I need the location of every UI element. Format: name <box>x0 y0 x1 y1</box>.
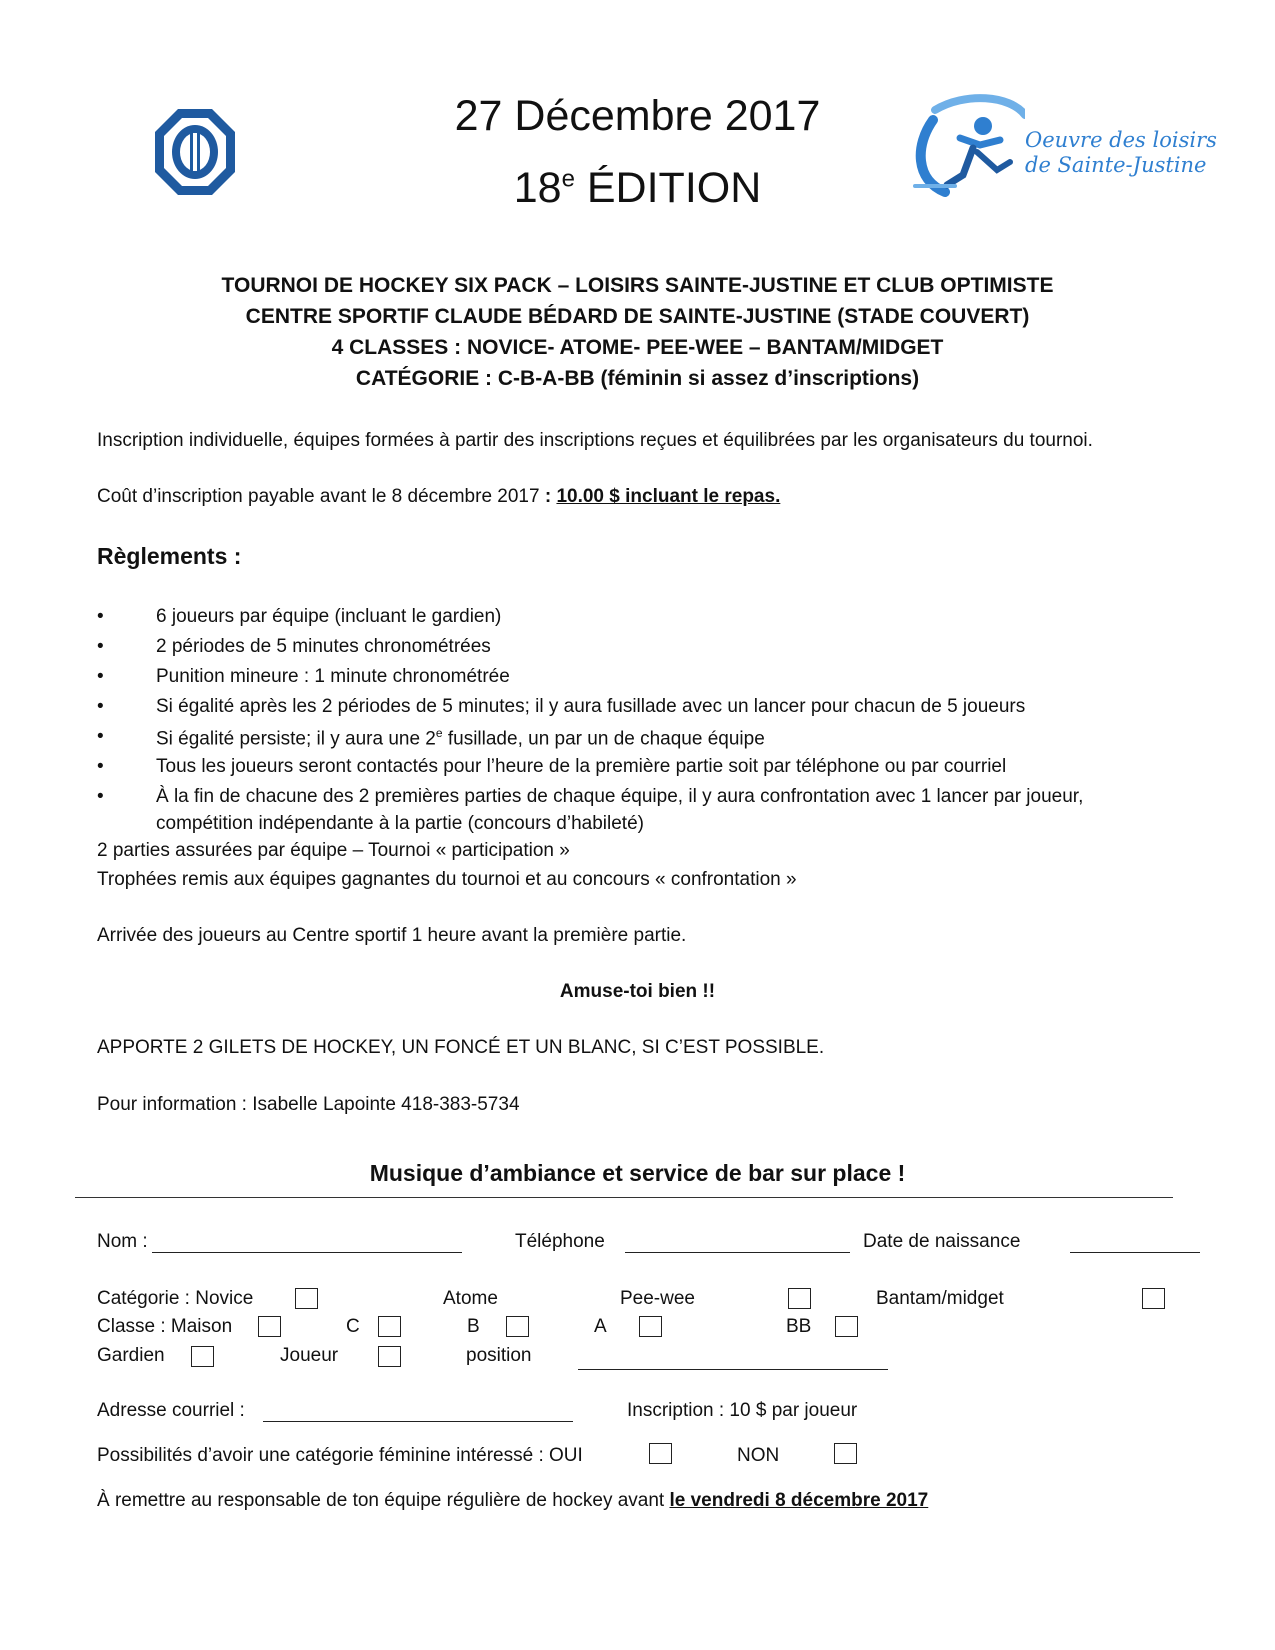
gardien-checkbox[interactable] <box>191 1346 214 1367</box>
bb-label: BB <box>786 1316 812 1337</box>
peewee-checkbox[interactable] <box>788 1288 811 1309</box>
courriel-field[interactable] <box>263 1421 573 1422</box>
remettre-text <box>97 1490 928 1512</box>
bullet-icon: • <box>97 636 104 657</box>
c-label: C <box>346 1316 360 1337</box>
edition-word: ÉDITION <box>586 164 762 212</box>
bullet-icon: • <box>97 606 104 627</box>
title-line-4: CATÉGORIE : C-B-A-BB (féminin si assez d’inscriptions) <box>355 367 920 390</box>
categorie-label: Catégorie : Novice <box>97 1288 254 1309</box>
arrival-text: Arrivée des joueurs au Centre sportif 1 heure avant la première partie. <box>97 925 687 946</box>
rule-item-continuation: compétition indépendante à la partie (concours d’habileté) <box>156 813 644 834</box>
remettre-date: le vendredi 8 décembre 2017 <box>669 1490 929 1511</box>
rules-extra-2: Trophées remis aux équipes gagnantes du tournoi et au concours « confrontation » <box>97 869 797 890</box>
classe-label: Classe : Maison <box>97 1316 233 1337</box>
joueur-label: Joueur <box>280 1345 339 1366</box>
non-checkbox[interactable] <box>834 1443 857 1464</box>
section-divider <box>75 1197 1173 1198</box>
cost-colon: : <box>544 486 557 507</box>
atome-label: Atome <box>443 1288 498 1309</box>
gardien-label: Gardien <box>97 1345 165 1366</box>
inscription-fee: Inscription : 10 $ par joueur <box>627 1400 858 1421</box>
telephone-field[interactable] <box>625 1252 850 1253</box>
rules-extra-1: 2 parties assurées par équipe – Tournoi « participation » <box>97 840 570 861</box>
dob-label: Date de naissance <box>863 1231 1021 1252</box>
music-text: Musique d’ambiance et service de bar sur place ! <box>369 1160 906 1186</box>
cost-amount: 10.00 $ incluant le repas. <box>556 486 781 507</box>
bullet-icon: • <box>97 696 104 717</box>
rule-text: À la fin de chacune des 2 premières parties de chaque équipe, il y aura confrontation avec 1 lancer par joueur, <box>156 786 1084 807</box>
a-checkbox[interactable] <box>639 1316 662 1337</box>
bb-checkbox[interactable] <box>835 1316 858 1337</box>
cost-prefix: Coût d’inscription payable avant le 8 décembre 2017 <box>97 486 545 507</box>
maison-checkbox[interactable] <box>258 1316 281 1337</box>
oui-checkbox[interactable] <box>649 1443 672 1464</box>
rule-text: Si égalité après les 2 périodes de 5 minutes; il y aura fusillade avec un lancer pour chacun de 5 joueurs <box>156 696 1026 717</box>
rule-text: 2 périodes de 5 minutes chronométrées <box>156 636 491 657</box>
rule5-a: Si égalité persiste; il y aura une 2 <box>156 728 436 750</box>
courriel-label: Adresse courriel : <box>97 1400 245 1421</box>
title-line-3: 4 CLASSES : NOVICE- ATOME- PEE-WEE – BANTAM/MIDGET <box>331 336 944 359</box>
loisirs-logo-line2: de Sainte-Justine <box>1025 153 1207 177</box>
a-label: A <box>594 1316 607 1337</box>
rule-text: Tous les joueurs seront contactés pour l’heure de la première partie soit par téléphone ou par courriel <box>156 756 1007 777</box>
nom-label: Nom : <box>97 1231 148 1252</box>
header-date: 27 Décembre 2017 <box>454 92 821 140</box>
bullet-icon: • <box>97 756 104 777</box>
rules-heading: Règlements : <box>97 543 242 569</box>
loisirs-logo-line1: Oeuvre des loisirs <box>1025 128 1217 152</box>
rule5-b: fusillade, un par un de chaque équipe <box>442 728 765 750</box>
rule-text: Punition mineure : 1 minute chronométrée <box>156 666 510 687</box>
remettre-prefix: À remettre au responsable de ton équipe régulière de hockey avant <box>97 1490 670 1511</box>
non-label: NON <box>737 1445 780 1466</box>
cost-text <box>97 486 780 508</box>
b-label: B <box>467 1316 480 1337</box>
joueur-checkbox[interactable] <box>378 1346 401 1367</box>
bantam-checkbox[interactable] <box>1142 1288 1165 1309</box>
loisirs-logo <box>905 90 1217 205</box>
apporte-text: APPORTE 2 GILETS DE HOCKEY, UN FONCÉ ET UN BLANC, SI C’EST POSSIBLE. <box>97 1037 825 1058</box>
edition-number: 18 <box>513 164 562 212</box>
position-field[interactable] <box>578 1369 888 1370</box>
c-checkbox[interactable] <box>378 1316 401 1337</box>
position-label: position <box>466 1345 532 1366</box>
bantam-label: Bantam/midget <box>876 1288 1004 1309</box>
novice-checkbox[interactable] <box>295 1288 318 1309</box>
dob-field[interactable] <box>1070 1252 1200 1253</box>
peewee-label: Pee-wee <box>620 1288 695 1309</box>
bullet-icon: • <box>97 726 104 747</box>
telephone-label: Téléphone <box>515 1231 605 1252</box>
title-line-2: CENTRE SPORTIF CLAUDE BÉDARD DE SAINTE-JUSTINE (STADE COUVERT) <box>245 305 1030 328</box>
info-text: Pour information : Isabelle Lapointe 418-383-5734 <box>97 1094 520 1115</box>
b-checkbox[interactable] <box>506 1316 529 1337</box>
nom-field[interactable] <box>152 1252 462 1253</box>
rule-text <box>156 726 765 750</box>
title-line-1: TOURNOI DE HOCKEY SIX PACK – LOISIRS SAINTE-JUSTINE ET CLUB OPTIMISTE <box>221 274 1054 297</box>
inscription-text: Inscription individuelle, équipes formées à partir des inscriptions reçues et équilibrées par les organisateurs du tournoi. <box>97 430 1093 451</box>
edition-sup: e <box>561 165 575 193</box>
rule-text: 6 joueurs par équipe (incluant le gardien) <box>156 606 502 627</box>
amuse-text: Amuse-toi bien !! <box>559 981 716 1002</box>
tournament-title <box>0 270 1275 394</box>
bullet-icon: • <box>97 786 104 807</box>
bullet-icon: • <box>97 666 104 687</box>
rule5-sup: e <box>435 726 443 740</box>
feminine-label: Possibilités d’avoir une catégorie féminine intéressé : OUI <box>97 1445 583 1466</box>
